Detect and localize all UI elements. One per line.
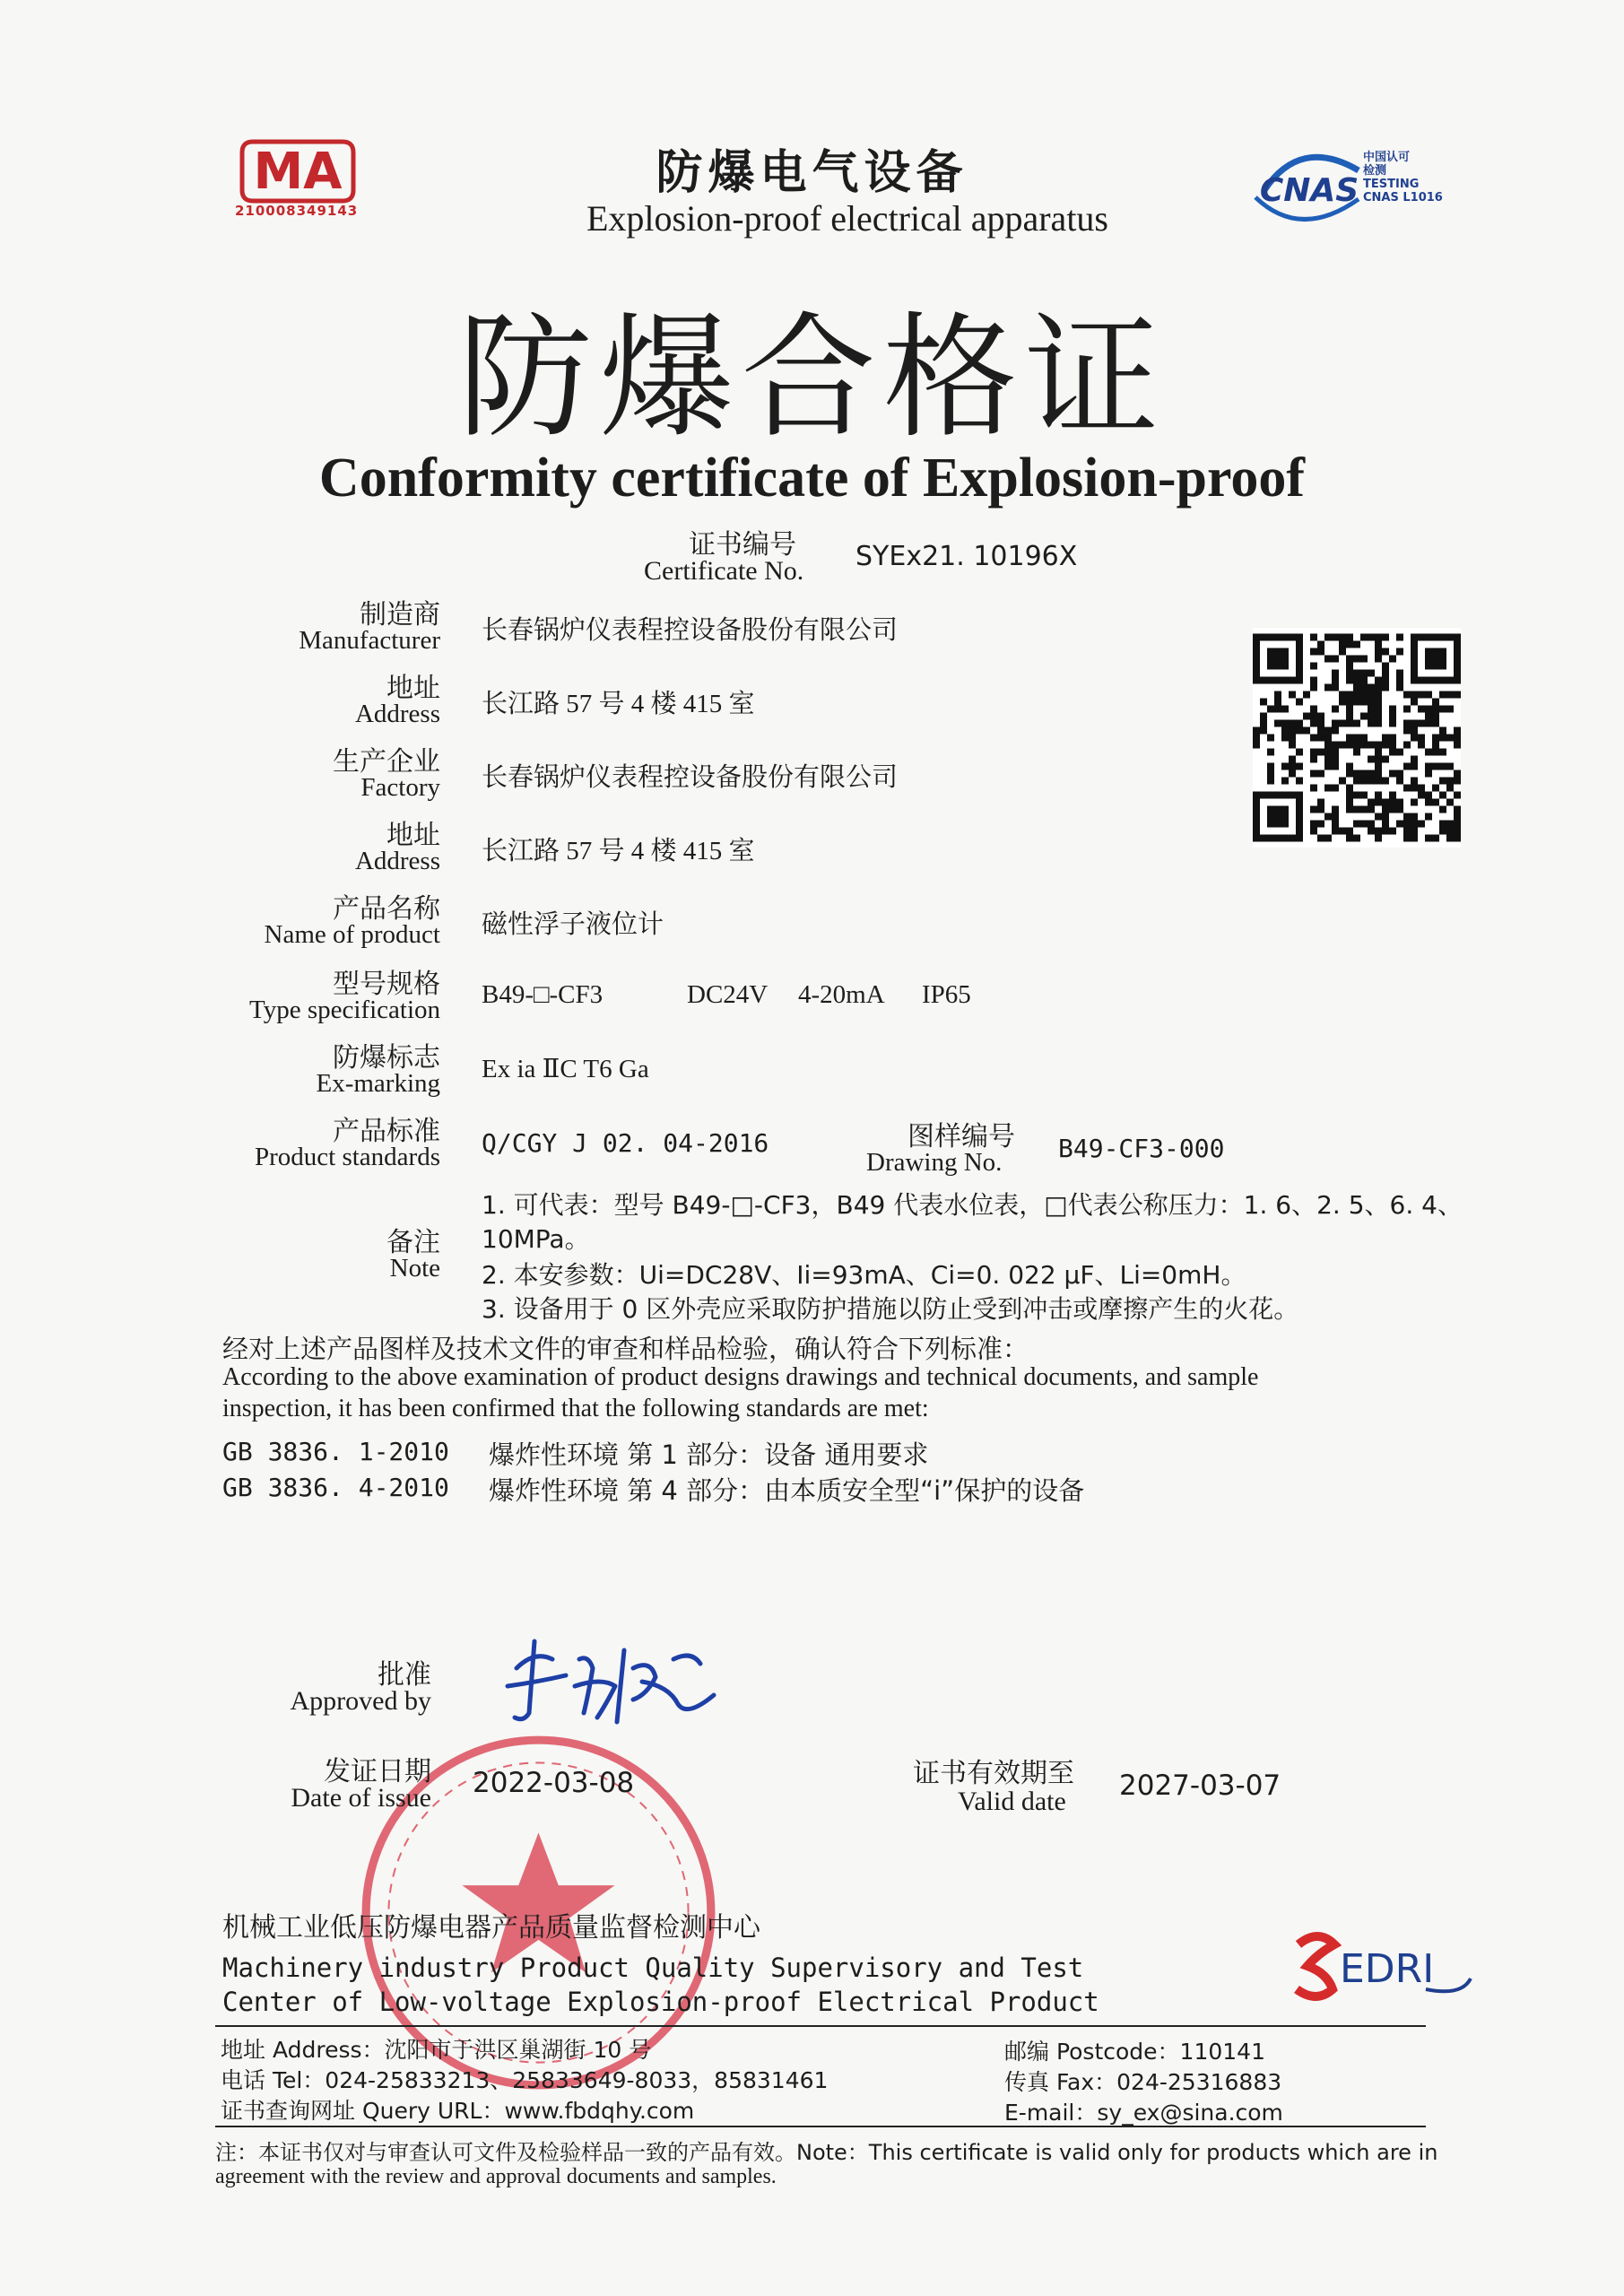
note-line: 2. 本安参数：Ui=DC28V、Ii=93mA、Ci=0. 022 μF、Li=0mH。 <box>482 1260 1246 1290</box>
ex-marking-value: Ex ia ⅡC T6 Ga <box>482 1055 649 1083</box>
title-cn-small: 防爆电气设备 <box>656 146 968 200</box>
approved-label-cn: 批准 <box>378 1659 431 1691</box>
footnote-line2: agreement with the review and approval documents and samples. <box>215 2165 777 2188</box>
footnote-line1: 注：本证书仅对与审查认可文件及检验样品一致的产品有效。Note：This certificate is valid only for products which are in <box>215 2140 1438 2165</box>
contact-postcode: 邮编 Postcode：110141 <box>1004 2039 1265 2065</box>
ex-marking-label-cn: 防爆标志 <box>333 1042 440 1074</box>
organization-en-line2: Center of Low-voltage Explosion-proof Electrical Product <box>222 1987 1099 2017</box>
address-label-cn: 地址 <box>386 820 440 851</box>
note-line: 3. 设备用于 0 区外壳应采取防护措施以防止受到冲击或摩擦产生的火花。 <box>482 1294 1299 1324</box>
type-spec-ip: IP65 <box>922 980 971 1009</box>
standard-code: GB 3836. 1-2010 <box>222 1437 449 1466</box>
contact-fax: 传真 Fax：024-25316883 <box>1004 2069 1282 2095</box>
contact-tel: 电话 Tel：024-25833213、25833649-8033，85831461 <box>221 2067 829 2093</box>
type-spec-label-en: Type specification <box>249 996 440 1024</box>
valid-date-label-en: Valid date <box>958 1787 1066 1816</box>
cnas-line: TESTING <box>1363 178 1420 191</box>
type-spec-voltage: DC24V <box>687 980 769 1009</box>
note-line: 10MPa。 <box>482 1224 590 1254</box>
standard-code: GB 3836. 4-2010 <box>222 1473 449 1502</box>
valid-date-value: 2027-03-07 <box>1119 1770 1281 1802</box>
edri-logo-text: EDRI <box>1340 1946 1435 1992</box>
title-en-small: Explosion-proof electrical apparatus <box>586 198 1108 239</box>
issue-date-value: 2022-03-08 <box>473 1767 635 1799</box>
contact-email: E-mail：sy_ex@sina.com <box>1004 2100 1283 2126</box>
ma-logo-text: MA <box>253 143 343 201</box>
cnas-line: CNAS L1016 <box>1363 191 1443 204</box>
cnas-logo-text: CNAS <box>1259 172 1359 209</box>
certificate-label-cn: 证书编号 <box>689 529 796 561</box>
factory-label-en: Factory <box>360 773 440 802</box>
address-label-en: Address <box>354 700 440 728</box>
valid-date-label-cn: 证书有效期至 <box>913 1758 1074 1789</box>
product-standards-value: Q/CGY J 02. 04-2016 <box>482 1128 769 1158</box>
factory-value: 长春锅炉仪表程控设备股份有限公司 <box>482 761 899 792</box>
ex-marking-label-en: Ex-marking <box>316 1069 440 1098</box>
manufacturer-label-cn: 制造商 <box>360 599 440 631</box>
address-label-cn: 地址 <box>386 673 440 704</box>
drawing-no-label-en: Drawing No. <box>866 1148 1003 1177</box>
address-value: 长江路 57 号 4 楼 415 室 <box>482 690 755 718</box>
organization-en-line1: Machinery industry Product Quality Supervisory and Test <box>222 1952 1084 1983</box>
edri-logo-icon <box>1291 1926 1480 2007</box>
address-label-en: Address <box>354 847 440 875</box>
cnas-line: 中国认可 <box>1363 151 1411 164</box>
qr-code-icon <box>1253 628 1461 848</box>
contact-address: 地址 Address：沈阳市于洪区巢湖街 10 号 <box>221 2037 652 2063</box>
standard-desc: 爆炸性环境 第 4 部分：由本质安全型“i”保护的设备 <box>489 1475 1085 1506</box>
divider <box>215 2126 1426 2127</box>
issue-date-label-cn: 发证日期 <box>324 1756 431 1787</box>
manufacturer-label-en: Manufacturer <box>299 626 440 655</box>
product-standards-label-en: Product standards <box>255 1143 440 1171</box>
note-line: 1. 可代表：型号 B49-□-CF3，B49 代表水位表，□代表公称压力：1. 6、2. 5、6. 4、 <box>482 1190 1463 1220</box>
title-cn-big: 防爆合格证 <box>457 300 1167 457</box>
drawing-no-value: B49-CF3-000 <box>1058 1134 1225 1163</box>
standard-desc: 爆炸性环境 第 1 部分：设备 通用要求 <box>489 1439 929 1470</box>
type-spec-signal: 4-20mA <box>798 980 885 1009</box>
contact-url: 证书查询网址 Query URL：www.fbdqhy.com <box>221 2098 695 2124</box>
type-spec-label-cn: 型号规格 <box>333 969 440 1000</box>
product-name-value: 磁性浮子液位计 <box>482 909 664 939</box>
note-label-cn: 备注 <box>386 1227 440 1258</box>
cnas-line: 检测 <box>1363 164 1387 178</box>
factory-label-cn: 生产企业 <box>333 746 440 778</box>
title-en-big: Conformity certificate of Explosion-proof <box>318 448 1306 509</box>
product-name-label-en: Name of product <box>264 920 440 949</box>
approved-label-en: Approved by <box>290 1686 431 1716</box>
conformity-en-line2: inspection, it has been confirmed that the following standards are met: <box>222 1395 929 1422</box>
conformity-en-line1: According to the above examination of product designs drawings and technical documents, and sample <box>222 1363 1259 1391</box>
manufacturer-value: 长春锅炉仪表程控设备股份有限公司 <box>482 614 899 645</box>
organization-cn: 机械工业低压防爆电器产品质量监督检测中心 <box>222 1912 760 1944</box>
certificate-number: SYEx21. 10196X <box>855 541 1078 572</box>
signature-icon <box>499 1632 723 1731</box>
product-name-label-cn: 产品名称 <box>333 893 440 925</box>
divider <box>215 2025 1426 2027</box>
drawing-no-label-cn: 图样编号 <box>908 1121 1015 1152</box>
type-spec-model: B49-□-CF3 <box>482 980 604 1009</box>
conformity-cn: 经对上述产品图样及技术文件的审查和样品检验，确认符合下列标准： <box>222 1334 1029 1364</box>
certificate-label-en: Certificate No. <box>644 556 804 586</box>
address-value: 长江路 57 号 4 楼 415 室 <box>482 837 755 865</box>
product-standards-label-cn: 产品标准 <box>333 1116 440 1147</box>
note-label-en: Note <box>389 1254 440 1283</box>
ma-number: 210008349143 <box>235 203 359 219</box>
issue-date-label-en: Date of issue <box>291 1783 431 1813</box>
